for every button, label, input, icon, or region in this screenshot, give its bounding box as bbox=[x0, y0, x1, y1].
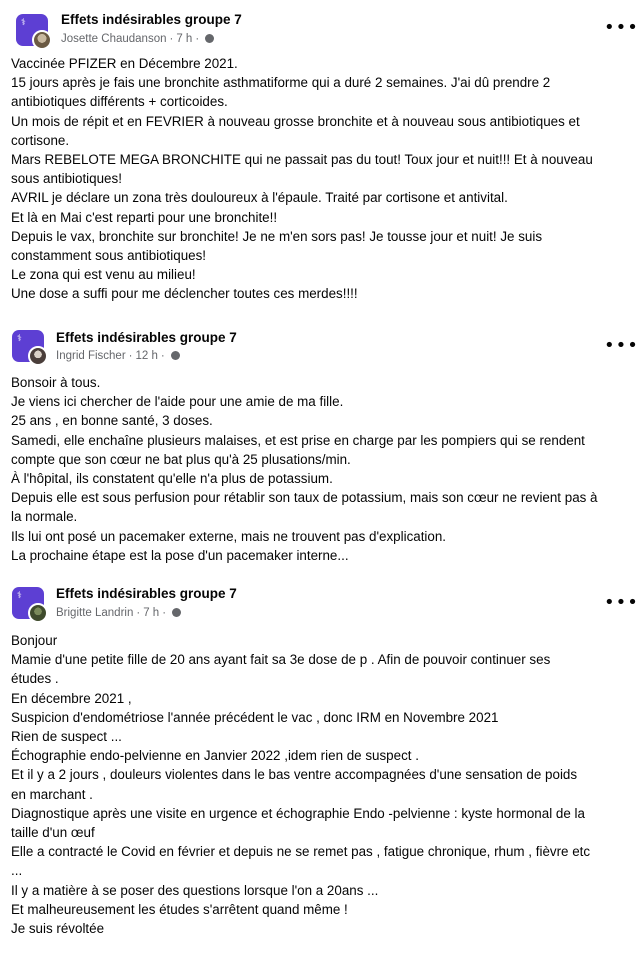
post-meta: Ingrid Fischer · 12 h · bbox=[56, 350, 180, 362]
text-line: Diagnostique après une visite en urgence et échographie Endo -pelvienne : kyste hormonal de la bbox=[11, 805, 585, 821]
text-line: Et malheureusement les études s'arrêtent quand même ! bbox=[11, 901, 348, 917]
text-line: Mars REBELOTE MEGA BRONCHITE qui ne passait pas du tout! Toux jour et nuit!!! Et à nouveau bbox=[11, 152, 593, 168]
post-time[interactable]: 7 h bbox=[176, 33, 193, 45]
group-avatar[interactable]: ⚕ bbox=[16, 14, 48, 46]
post-text bbox=[11, 631, 631, 938]
text-line: Le zona qui est venu au milieu! bbox=[11, 267, 196, 283]
text-line: taille d'un œuf bbox=[11, 825, 95, 841]
text-line: Une dose a suffi pour me déclencher toutes ces merdes!!!! bbox=[11, 286, 358, 302]
group-avatar[interactable]: ⚕ bbox=[12, 330, 44, 362]
post-header bbox=[0, 575, 640, 623]
text-line: La prochaine étape est la pose d'un pacemaker interne... bbox=[11, 547, 349, 563]
more-options-icon[interactable]: ••• bbox=[604, 592, 639, 613]
post-time[interactable]: 12 h bbox=[135, 350, 158, 362]
post-header bbox=[0, 0, 640, 48]
more-options-icon[interactable]: ••• bbox=[604, 17, 639, 38]
more-options-icon[interactable]: ••• bbox=[604, 335, 639, 356]
text-line: Je viens ici chercher de l'aide pour une amie de ma fille. bbox=[11, 394, 344, 410]
text-line: Samedi, elle enchaîne plusieurs malaises, et est prise en charge par les pompiers qui se rendent bbox=[11, 432, 585, 448]
text-line: Suspicion d'endométriose l'année précédent le vac , donc IRM en Novembre 2021 bbox=[11, 709, 499, 725]
post-meta: Josette Chaudanson · 7 h · bbox=[61, 33, 214, 45]
author-name[interactable]: Brigitte Landrin bbox=[56, 607, 134, 619]
author-avatar[interactable] bbox=[28, 603, 48, 623]
text-line: Et là en Mai c'est reparti pour une bronchite!! bbox=[11, 209, 278, 225]
text-line: Vaccinée PFIZER en Décembre 2021. bbox=[11, 56, 238, 71]
text-line: ... bbox=[11, 863, 23, 879]
text-line: études . bbox=[11, 671, 59, 687]
group-avatar-stack[interactable] bbox=[16, 14, 52, 50]
text-line: Elle a contracté le Covid en février et depuis ne se remet pas , fatigue chronique, rhum , fièvre etc bbox=[11, 844, 591, 860]
globe-icon bbox=[205, 34, 214, 43]
text-line: À l'hôpital, ils constatent qu'elle n'a plus de potassium. bbox=[11, 471, 333, 487]
text-line: constamment sous antibiotiques! bbox=[11, 248, 207, 264]
text-line: Ils lui ont posé un pacemaker externe, mais ne trouvent pas d'explication. bbox=[11, 528, 447, 544]
text-line: 25 ans , en bonne santé, 3 doses. bbox=[11, 413, 213, 429]
group-name[interactable]: Effets indésirables groupe 7 bbox=[56, 330, 237, 345]
post-time[interactable]: 7 h bbox=[143, 607, 160, 619]
author-name[interactable]: Josette Chaudanson bbox=[61, 33, 167, 45]
author-name[interactable]: Ingrid Fischer bbox=[56, 350, 126, 362]
post-2 bbox=[0, 318, 640, 563]
text-line: Il y a matière à se poser des questions lorsque l'on a 20ans ... bbox=[11, 882, 379, 898]
text-line: Un mois de répit et en FEVRIER à nouveau grosse bronchite et à nouveau sous antibiotiques et bbox=[11, 113, 580, 129]
globe-icon bbox=[171, 351, 180, 360]
author-avatar[interactable] bbox=[28, 346, 48, 366]
text-line: 15 jours après je fais une bronchite asthmatiforme qui a duré 2 semaines. J'ai dû prendre 2 bbox=[11, 75, 551, 91]
text-line: Échographie endo-pelvienne en Janvier 2022 ,idem rien de suspect . bbox=[11, 748, 419, 764]
text-line: Depuis elle est sous perfusion pour rétablir son taux de potassium, mais son cœur ne revient pas à bbox=[11, 490, 598, 506]
post-1 bbox=[0, 0, 640, 302]
post-header bbox=[0, 318, 640, 366]
text-line: en marchant . bbox=[11, 786, 93, 802]
text-line: Bonjour bbox=[11, 633, 58, 648]
post-meta: Brigitte Landrin · 7 h · bbox=[56, 607, 181, 619]
text-line: Depuis le vax, bronchite sur bronchite! Je ne m'en sors pas! Je tousse jour et nuit! Je suis bbox=[11, 228, 543, 244]
text-line: Et il y a 2 jours , douleurs violentes dans le bas ventre accompagnées d'une sensation de poids bbox=[11, 767, 578, 783]
text-line: compte que son cœur ne bat plus qu'à 25 plusations/min. bbox=[11, 451, 351, 467]
group-avatar-stack[interactable] bbox=[12, 587, 48, 623]
group-avatar-stack[interactable] bbox=[12, 330, 48, 366]
text-line: antibiotiques différents + corticoides. bbox=[11, 94, 228, 110]
post-text bbox=[11, 373, 631, 565]
group-avatar[interactable]: ⚕ bbox=[12, 587, 44, 619]
text-line: En décembre 2021 , bbox=[11, 690, 132, 706]
text-line: sous antibiotiques! bbox=[11, 171, 122, 187]
text-line: AVRIL je déclare un zona très douloureux à l'épaule. Traité par cortisone et antivital. bbox=[11, 190, 508, 206]
group-name[interactable]: Effets indésirables groupe 7 bbox=[61, 12, 242, 27]
text-line: la normale. bbox=[11, 509, 78, 525]
author-avatar[interactable] bbox=[32, 30, 52, 50]
text-line: Bonsoir à tous. bbox=[11, 375, 101, 390]
text-line: Rien de suspect ... bbox=[11, 729, 122, 745]
text-line: cortisone. bbox=[11, 132, 70, 148]
post-text bbox=[11, 54, 631, 304]
group-name[interactable]: Effets indésirables groupe 7 bbox=[56, 586, 237, 601]
text-line: Je suis révoltée bbox=[11, 921, 105, 937]
post-3 bbox=[0, 575, 640, 937]
globe-icon bbox=[172, 608, 181, 617]
text-line: Mamie d'une petite fille de 20 ans ayant fait sa 3e dose de p . Afin de pouvoir continuer ses bbox=[11, 652, 551, 668]
